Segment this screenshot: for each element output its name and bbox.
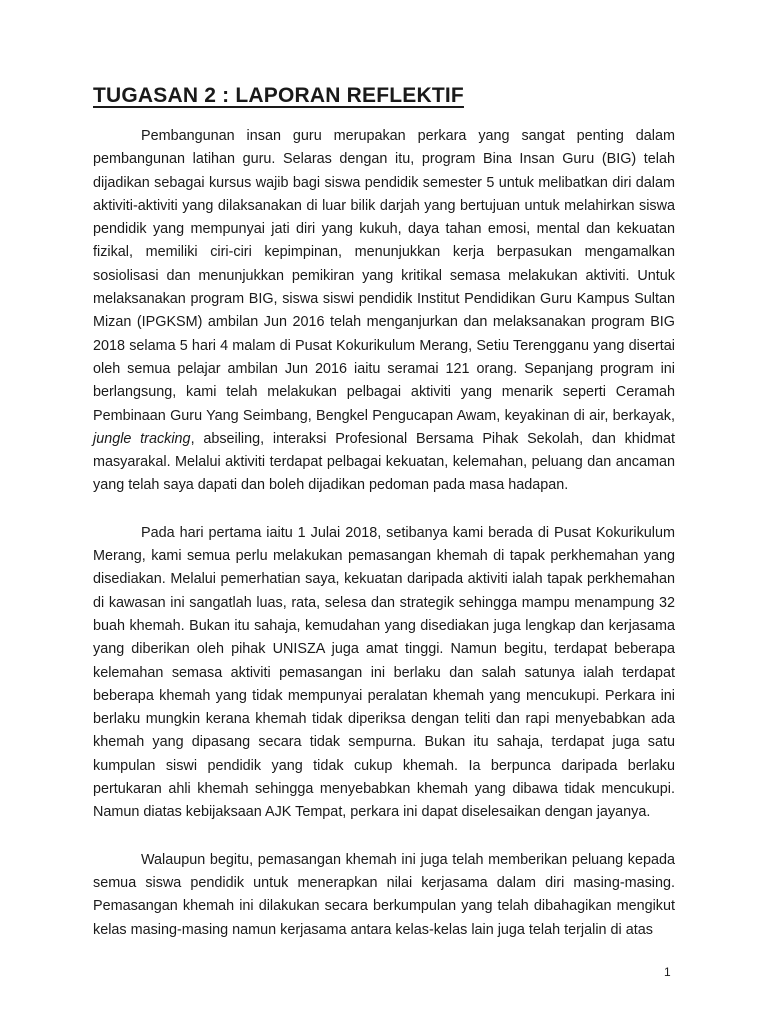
italic-term: jungle tracking: [93, 430, 191, 447]
paragraph-day-one: Pada hari pertama iaitu 1 Julai 2018, setibanya kami berada di Pusat Kokurikulum Merang, kami semua perlu melakukan pemasangan khemah di tapak perkhemahan yang disediakan. Melalui pemerhatian saya, kekuatan daripada aktiviti ialah tapak perkhemahan di kawasan ini sangatlah luas, rata, selesa dan strategik sehingga mampu menampung 32 buah khemah. Bukan itu sahaja, kemudahan yang disediakan juga lengkap dan kerjasama yang diberikan oleh pihak UNISZA juga amat tinggi. Namun begitu, terdapat beberapa kelemahan semasa aktiviti pemasangan ini berlaku dan salah satunya ialah terdapat beberapa khemah yang tidak mempunyai peralatan khemah yang mencukupi. Perkara ini berlaku mungkin kerana khemah tidak diperiksa dengan teliti dan rapi menyebabkan ada khemah yang dipasang secara tidak sempurna. Bukan itu sahaja, terdapat juga satu kumpulan siswi pendidik yang tidak cukup khemah. Ia berpunca daripada berlaku pertukaran ahli khemah sehingga menyebabkan khemah yang dibawa tidak mencukupi. Namun diatas kebijaksaan AJK Tempat, perkara ini dapat diselesaikan dengan jayanya.: [93, 524, 675, 821]
document-title: TUGASAN 2 : LAPORAN REFLEKTIF: [93, 84, 464, 107]
paragraph-introduction-text-end: , abseiling, interaksi Profesional Bersama Pihak Sekolah, dan khidmat masyarakal. Melalui aktiviti terdapat pelbagai kekuatan, kelemahan, peluang dan ancaman yang telah saya dapati dan boleh dijadikan pedoman pada masa hadapan.: [93, 430, 675, 494]
document-body: [93, 125, 675, 966]
page-number: 1: [664, 965, 671, 979]
paragraph-opportunity: Walaupun begitu, pemasangan khemah ini juga telah memberikan peluang kepada semua siswa pendidik untuk menerapkan nilai kerjasama dalam diri masing-masing. Pemasangan khemah ini dilakukan secara berkumpulan yang telah dibahagikan mengikut kelas masing-masing namun kerjasama antara kelas-kelas lain juga telah terjalin di atas: [93, 851, 675, 938]
paragraph-introduction: [93, 125, 675, 498]
paragraph-introduction-text-start: Pembangunan insan guru merupakan perkara yang sangat penting dalam pembangunan latihan guru. Selaras dengan itu, program Bina Insan Guru (BIG) telah dijadikan sebagai kursus wajib bagi siswa pendidik semester 5 untuk melibatkan diri dalam aktiviti-aktiviti yang dilaksanakan di luar bilik darjah yang bertujuan untuk melahirkan siswa pendidik yang mempunyai jati diri yang kukuh, daya tahan emosi, mental dan kekuatan fizikal, memiliki ciri-ciri kepimpinan, menunjukkan kerja berpasukan mengamalkan sosiolisasi dan menunjukkan pemikiran yang kritikal semasa melakukan aktiviti. Untuk melaksanakan program BIG, siswa siswi pendidik Institut Pendidikan Guru Kampus Sultan Mizan (IPGKSM) ambilan Jun 2016 telah menganjurkan dan melaksanakan program BIG 2018 selama 5 hari 4 malam di Pusat Kokurikulum Merang, Setiu Terengganu yang disertai oleh semua pelajar ambilan Jun 2016 iaitu seramai 121 orang. Sepanjang program ini berlangsung, kami telah melakukan pelbagai aktiviti yang menarik seperti Ceramah Pembinaan Guru Yang Seimbang, Bengkel Pengucapan Awam, keyakinan di air, berkayak,: [93, 128, 675, 424]
